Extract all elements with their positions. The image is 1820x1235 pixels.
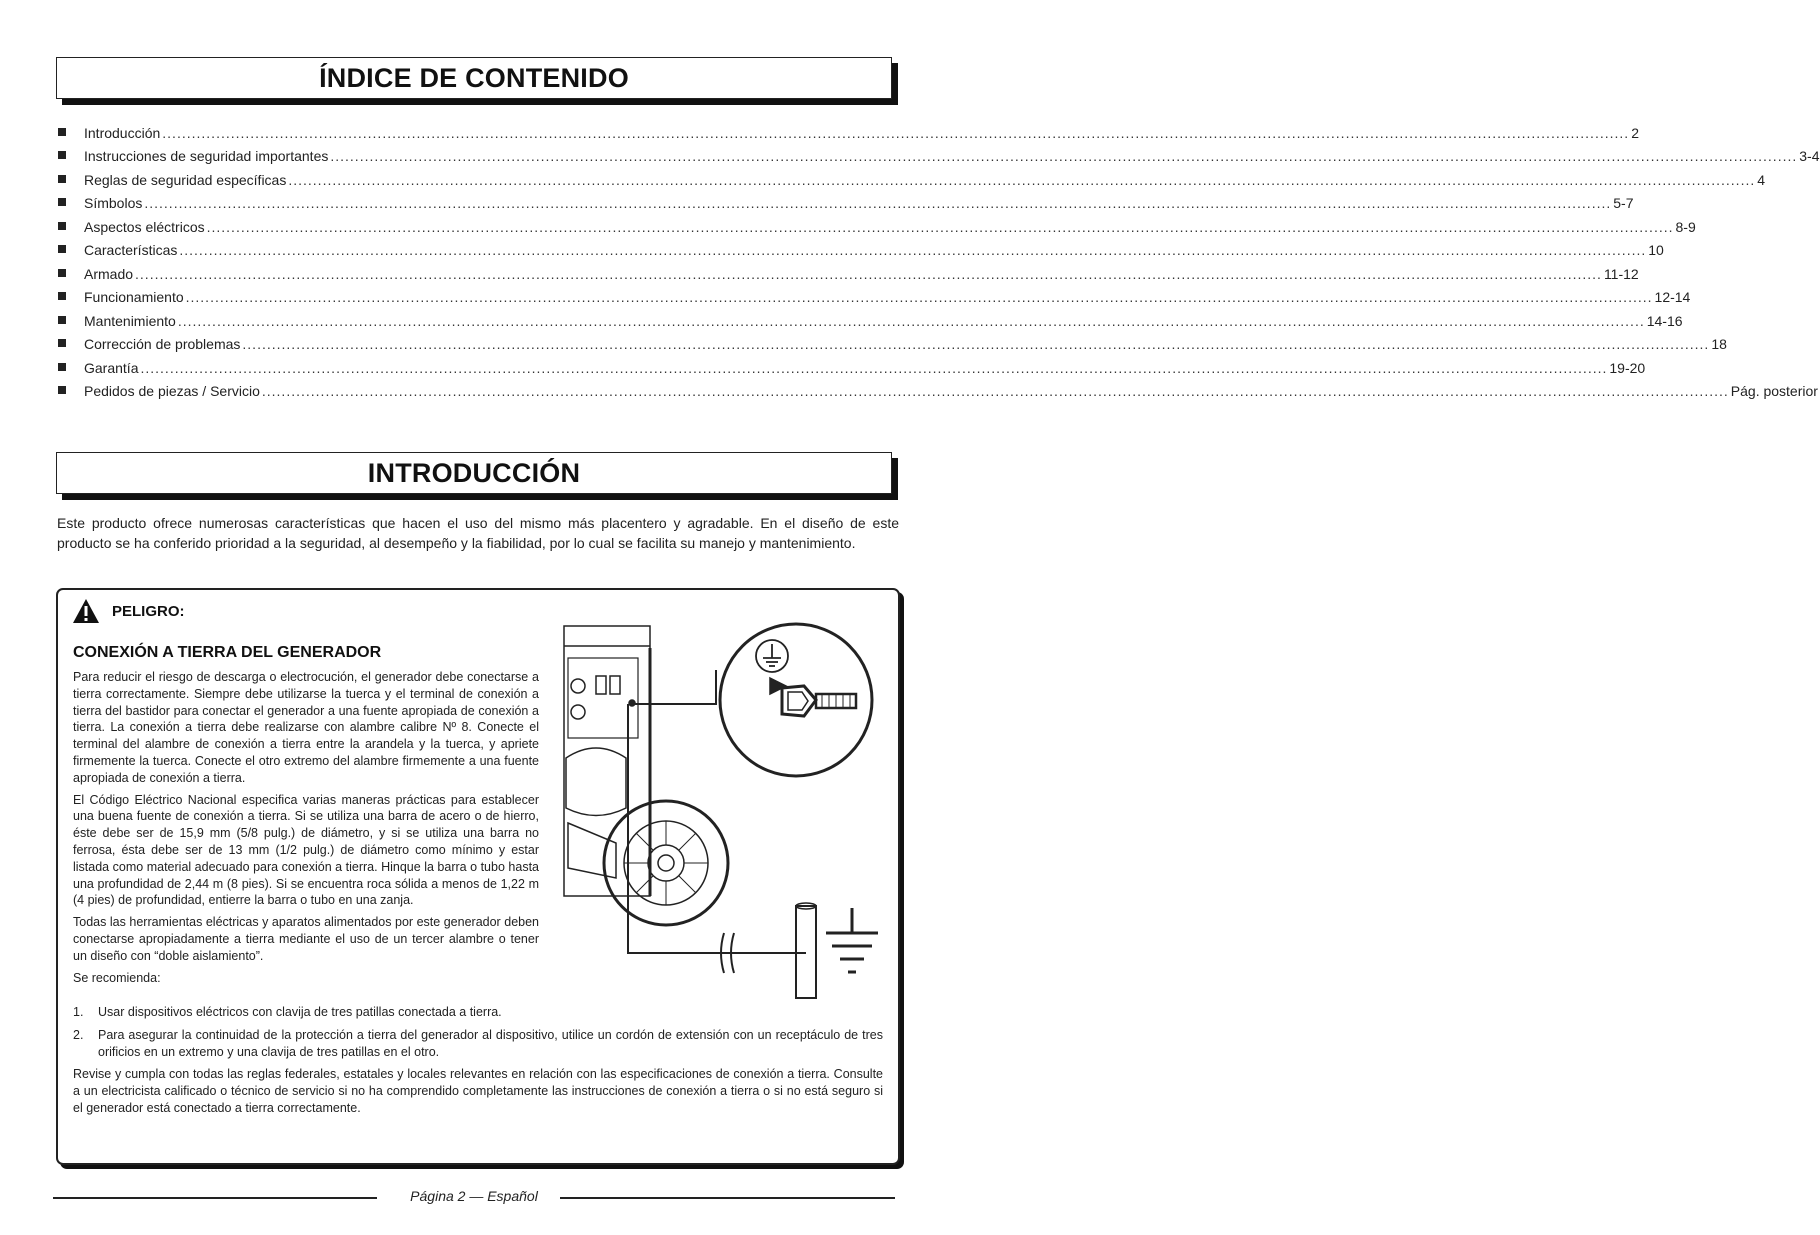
toc-item xyxy=(58,309,1683,333)
page-footer xyxy=(53,1186,895,1208)
toc-item-page: 19-20 xyxy=(1609,359,1646,376)
toc-leader-dots: ............................................................................................................................................................................................................................................................................................................ xyxy=(261,383,1729,400)
danger-paragraph-5: Revise y cumpla con todas las reglas federales, estatales y locales relevantes en relación con las especificaciones de conexión a tierra. Consulte a un electricista calificado o técnico de servicio si no ha comprendido completamente las instrucciones de conexión a tierra o si no está seguro si el generador está conectado a tierra correctamente. xyxy=(73,1067,883,1115)
toc-item xyxy=(58,192,1634,216)
toc-item xyxy=(58,286,1691,310)
list-item-text: Para asegurar la continuidad de la protección a tierra del generador al dispositivo, utilice un cordón de extensión con un receptáculo de tres orificios en un extremo y una clavija de tres patillas en el otro. xyxy=(98,1027,883,1059)
list-item xyxy=(73,1027,883,1061)
bullet-icon xyxy=(58,245,66,253)
footer-text: Página 2 — Español xyxy=(410,1188,538,1204)
toc-leader-dots: ............................................................................................................................................................................................................................................................................................................ xyxy=(140,359,1608,376)
toc-title: ÍNDICE DE CONTENIDO xyxy=(319,62,629,93)
toc-item xyxy=(58,356,1646,380)
list-item xyxy=(73,1004,883,1021)
toc-item xyxy=(58,215,1696,239)
toc-item xyxy=(58,239,1664,263)
toc-item-page: 10 xyxy=(1648,242,1664,259)
toc-item-label: Armado xyxy=(84,265,134,282)
danger-body-full xyxy=(73,1004,883,1123)
toc-item-page: 14-16 xyxy=(1646,312,1683,329)
toc-item-label: Características xyxy=(84,242,178,259)
toc-leader-dots: ............................................................................................................................................................................................................................................................................................................ xyxy=(330,148,1798,165)
toc-item xyxy=(58,333,1727,357)
toc-leader-dots: ............................................................................................................................................................................................................................................................................................................ xyxy=(179,242,1647,259)
danger-header xyxy=(72,598,185,624)
list-item-number: 2. xyxy=(73,1027,84,1042)
toc-item-page: 8-9 xyxy=(1675,218,1696,235)
toc-item-label: Pedidos de piezas / Servicio xyxy=(84,383,260,400)
toc-item-page: 3-4 xyxy=(1799,148,1820,165)
toc-item-label: Garantía xyxy=(84,359,139,376)
toc-leader-dots: ............................................................................................................................................................................................................................................................................................................ xyxy=(242,336,1710,353)
toc-item xyxy=(58,145,1820,169)
toc-item-page: 5-7 xyxy=(1613,195,1634,212)
toc-leader-dots: ............................................................................................................................................................................................................................................................................................................ xyxy=(185,289,1653,306)
bullet-icon xyxy=(58,339,66,347)
danger-paragraph-3: Todas las herramientas eléctricas y aparatos alimentados por este generador deben conectarse apropiadamente a tierra mediante el uso de un tercer alambre o tener un diseño con “doble aislamiento”. xyxy=(73,915,539,963)
toc-leader-dots: ............................................................................................................................................................................................................................................................................................................ xyxy=(135,265,1602,282)
toc-leader-dots: ............................................................................................................................................................................................................................................................................................................ xyxy=(177,312,1645,329)
generator-grounding-illustration xyxy=(556,608,886,998)
toc-item-label: Reglas de seguridad específicas xyxy=(84,171,287,188)
toc-item-label: Corrección de problemas xyxy=(84,336,241,353)
bullet-icon xyxy=(58,175,66,183)
toc-item-page: 4 xyxy=(1757,171,1766,188)
toc-item-label: Funcionamiento xyxy=(84,289,184,306)
toc-item-label: Aspectos eléctricos xyxy=(84,218,205,235)
bullet-icon xyxy=(58,222,66,230)
list-item-text: Usar dispositivos eléctricos con clavija de tres patillas conectada a tierra. xyxy=(98,1005,502,1019)
toc-item-page: 18 xyxy=(1711,336,1727,353)
danger-paragraph-4: Se recomienda: xyxy=(73,970,161,985)
danger-paragraph-1: Para reducir el riesgo de descarga o electrocución, el generador debe conectarse a tierra correctamente. Siempre debe utilizarse la tuerca y el terminal de conexión a tierra del bastidor para conectar el generador a una fuente apropiada de conexión a tierra. La conexión a tierra debe realizarse con alambre calibre Nº 8. Conecte el terminal del alambre de conexión a tierra entre la arandela y la tuerca, y apriete firmemente la tuerca. Conecte el otro extremo del alambre firmemente a una fuente apropiada de conexión a tierra. xyxy=(73,670,539,785)
toc-item xyxy=(58,262,1639,286)
toc-item-page: 2 xyxy=(1631,124,1639,141)
warning-triangle-icon xyxy=(72,598,100,624)
toc-item-label: Introducción xyxy=(84,124,161,141)
toc-item-label: Símbolos xyxy=(84,195,143,212)
bullet-icon xyxy=(58,151,66,159)
toc-item-label: Instrucciones de seguridad importantes xyxy=(84,148,329,165)
bullet-icon xyxy=(58,269,66,277)
intro-title-box xyxy=(56,452,892,494)
bullet-icon xyxy=(58,128,66,136)
toc-leader-dots: ............................................................................................................................................................................................................................................................................................................ xyxy=(206,218,1674,235)
toc-item xyxy=(58,380,1818,404)
toc-item-page: 11-12 xyxy=(1603,265,1639,282)
bullet-icon xyxy=(58,292,66,300)
danger-box xyxy=(56,588,900,1165)
toc-item xyxy=(58,121,1639,145)
intro-title: INTRODUCCIÓN xyxy=(367,457,581,488)
intro-paragraph: Este producto ofrece numerosas características que hacen el uso del mismo más placentero y agradable. En el diseño de este producto se ha conferido prioridad a la seguridad, al desempeño y la fiabilidad, por lo cual se facilita su manejo y mantenimiento. xyxy=(57,515,899,551)
danger-paragraph-2: El Código Eléctrico Nacional especifica varias maneras prácticas para establecer una buena fuente de conexión a tierra. Si se utiliza una barra de acero o de hierro, éste debe ser de 15,9 mm (5/8 pulg.) de diámetro, y si se utiliza una barra no ferrosa, ésta debe ser de 13 mm (1/2 pulg.) de diámetro como mínimo y estar listada como material adecuado para conexión a tierra. Hinque la barra o tubo hasta una profundidad de 2,44 m (8 pies). Si se encuentra roca sólida a menos de 1,22 m (4 pies) de profundidad, entierre la barra o tubo en una zanja. xyxy=(73,792,539,908)
toc-leader-dots: ............................................................................................................................................................................................................................................................................................................ xyxy=(162,124,1630,141)
toc-item-label: Mantenimiento xyxy=(84,312,176,329)
toc-item-page: 12-14 xyxy=(1654,289,1691,306)
danger-heading: CONEXIÓN A TIERRA DEL GENERADOR xyxy=(73,644,382,661)
toc-item-page: Pág. posterior xyxy=(1730,383,1818,400)
bullet-icon xyxy=(58,198,66,206)
bullet-icon xyxy=(58,386,66,394)
toc-list xyxy=(58,121,1820,403)
danger-body xyxy=(73,669,539,991)
toc-item xyxy=(58,168,1766,192)
toc-title-box xyxy=(56,57,892,99)
danger-label: PELIGRO: xyxy=(112,602,185,620)
toc-leader-dots: ............................................................................................................................................................................................................................................................................................................ xyxy=(144,195,1612,212)
toc-leader-dots: ............................................................................................................................................................................................................................................................................................................ xyxy=(288,171,1756,188)
bullet-icon xyxy=(58,363,66,371)
list-item-number: 1. xyxy=(73,1005,84,1019)
bullet-icon xyxy=(58,316,66,324)
